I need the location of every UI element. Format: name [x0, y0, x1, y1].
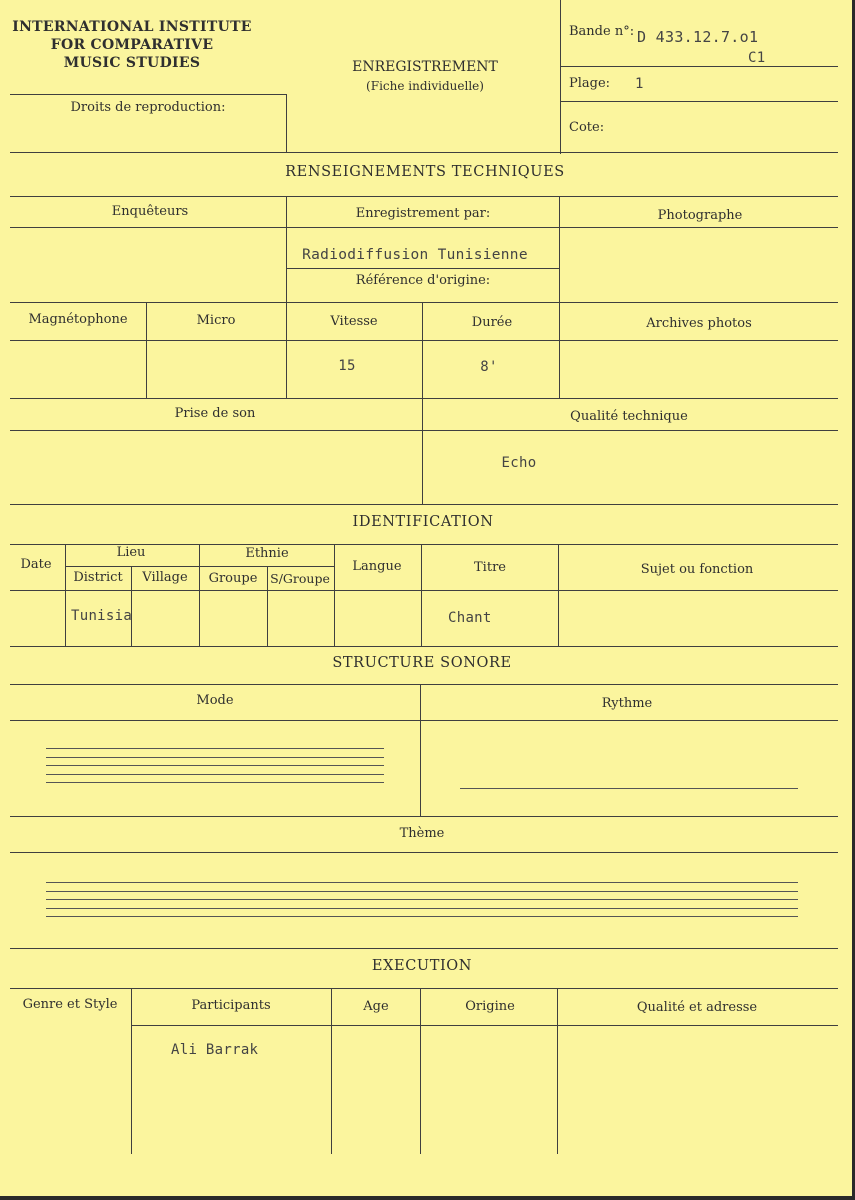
- rule: [10, 398, 838, 399]
- enregistrement-label: Enregistrement par:: [355, 206, 491, 221]
- fill-line: [46, 765, 384, 766]
- rule: [65, 544, 66, 646]
- participants-label: Participants: [191, 998, 271, 1013]
- rule: [10, 94, 287, 95]
- rule: [10, 852, 838, 853]
- lieu-value: Tunisia: [71, 608, 133, 624]
- rule: [420, 988, 421, 1154]
- section-title-structure: STRUCTURE SONORE: [332, 655, 512, 671]
- header-divider: [560, 0, 561, 154]
- fill-line: [46, 748, 384, 749]
- rule: [286, 268, 559, 269]
- fill-line: [46, 899, 798, 900]
- section-title-execution: EXECUTION: [371, 958, 473, 974]
- groupe-label: Groupe: [208, 571, 258, 586]
- vitesse-label: Vitesse: [330, 314, 378, 329]
- rule: [10, 646, 838, 647]
- participant-value: Ali Barrak: [171, 1042, 259, 1058]
- rule: [334, 544, 335, 646]
- mode-label: Mode: [196, 693, 234, 708]
- titre-value: Chant: [448, 610, 492, 626]
- rule: [10, 948, 838, 949]
- langue-label: Langue: [352, 559, 402, 574]
- village-label: Village: [142, 570, 188, 585]
- rule: [10, 720, 838, 721]
- enqueteurs-label: Enquêteurs: [111, 204, 189, 219]
- sujet-label: Sujet ou fonction: [640, 562, 754, 577]
- ethnie-label: Ethnie: [245, 546, 289, 561]
- photographe-label: Photographe: [657, 208, 743, 223]
- fill-line: [46, 757, 384, 758]
- rule: [286, 94, 287, 152]
- origine-label: Origine: [465, 999, 515, 1014]
- institute-line-2: FOR COMPARATIVE: [50, 37, 214, 53]
- fill-line: [46, 774, 384, 775]
- duree-value: 8': [480, 359, 498, 375]
- cote-label: Cote:: [569, 120, 605, 135]
- rule: [10, 504, 838, 505]
- fill-line: [460, 788, 798, 789]
- magnetophone-label: Magnétophone: [28, 312, 128, 327]
- qualite-technique-label: Qualité technique: [570, 409, 688, 424]
- duree-label: Durée: [471, 315, 513, 330]
- rule: [10, 590, 838, 591]
- rule: [146, 302, 147, 398]
- rule: [65, 566, 334, 567]
- rule: [422, 302, 423, 398]
- rule: [10, 152, 838, 153]
- archives-label: Archives photos: [646, 316, 752, 331]
- bande-value: D 433.12.7.o1: [637, 28, 759, 46]
- rule: [560, 66, 838, 67]
- fill-line: [46, 916, 798, 917]
- fill-line: [46, 891, 798, 892]
- district-label: District: [73, 570, 123, 585]
- rule: [422, 398, 423, 504]
- fill-line: [46, 882, 798, 883]
- section-title-technical: RENSEIGNEMENTS TECHNIQUES: [285, 164, 565, 180]
- titre-label: Titre: [474, 560, 506, 575]
- rule: [10, 302, 838, 303]
- prise-label: Prise de son: [174, 406, 256, 421]
- rule: [331, 988, 332, 1154]
- rule: [10, 988, 838, 989]
- plage-value: 1: [635, 76, 644, 92]
- bande-sub-value: C1: [748, 50, 766, 66]
- form-title: ENREGISTREMENT: [352, 59, 498, 75]
- rule: [10, 196, 838, 197]
- rule: [267, 566, 268, 646]
- rythme-label: Rythme: [601, 696, 653, 711]
- rule: [558, 544, 559, 646]
- rule: [10, 816, 838, 817]
- plage-label: Plage:: [569, 76, 611, 91]
- rule: [199, 544, 200, 646]
- rule: [420, 684, 421, 816]
- micro-label: Micro: [196, 313, 236, 328]
- enregistrement-value: Radiodiffusion Tunisienne: [302, 247, 528, 263]
- age-label: Age: [363, 999, 389, 1014]
- theme-label: Thème: [399, 826, 445, 841]
- institute-line-1: INTERNATIONAL INSTITUTE: [12, 19, 252, 35]
- qualite-adresse-label: Qualité et adresse: [636, 1000, 758, 1015]
- rule: [10, 430, 838, 431]
- qualite-technique-value: Echo: [501, 455, 537, 471]
- rule: [560, 101, 838, 102]
- rule: [131, 566, 132, 646]
- vitesse-value: 15: [338, 358, 356, 374]
- rule: [10, 227, 838, 228]
- form-subtitle: (Fiche individuelle): [366, 79, 484, 93]
- sgroupe-label: S/Groupe: [270, 571, 330, 586]
- date-label: Date: [20, 557, 52, 572]
- rights-label: Droits de reproduction:: [70, 100, 226, 115]
- bande-label: Bande n°:: [569, 24, 635, 39]
- rule: [557, 988, 558, 1154]
- rule: [131, 988, 132, 1154]
- fill-line: [46, 782, 384, 783]
- rule: [10, 340, 838, 341]
- rule: [131, 1025, 838, 1026]
- institute-line-3: MUSIC STUDIES: [63, 55, 201, 71]
- genre-label: Genre et Style: [22, 997, 118, 1012]
- lieu-label: Lieu: [116, 545, 146, 560]
- rule: [10, 684, 838, 685]
- section-title-identification: IDENTIFICATION: [352, 514, 494, 530]
- rule: [421, 544, 422, 646]
- reference-label: Référence d'origine:: [355, 273, 491, 288]
- fill-line: [46, 908, 798, 909]
